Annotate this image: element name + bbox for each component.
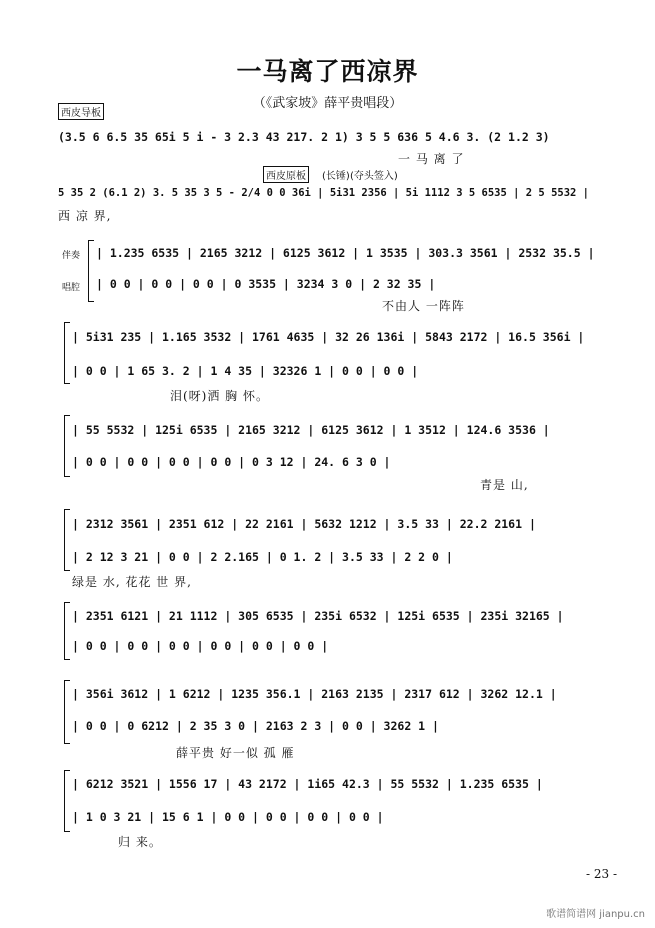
vocal-line: | 0 0 | 0 0 | 0 0 | 0 0 | 0 0 | 0 0 |: [72, 639, 329, 653]
lyrics-line: 绿是 水, 花花 世 界,: [72, 575, 192, 589]
page-number: - 23 -: [585, 867, 617, 881]
page-title: 一马离了西凉界: [236, 57, 419, 86]
changchui-label: (长锤): [322, 171, 350, 182]
acc-line: | 2351 6121 | 21 1112 | 305 6535 | 235i 6532 | 125i 6535 | 235i 32165 |: [72, 609, 564, 623]
acc-line: | 1.235 6535 | 2165 3212 | 6125 3612 | 1 3535 | 303.3 3561 | 2532 35.5 |: [96, 246, 595, 260]
acc-line: | 55 5532 | 125i 6535 | 2165 3212 | 6125 3612 | 1 3512 | 124.6 3536 |: [72, 423, 550, 437]
vocal-line: | 0 0 | 1 65 3. 2 | 1 4 35 | 32326 1 | 0 0 | 0 0 |: [72, 364, 419, 378]
watermark: 歌谱简谱网 jianpu.cn: [546, 909, 645, 920]
subtitle: （《武家坡》薛平贵唱段）: [252, 96, 403, 111]
intro-line-1: (3.5 6 6.5 35 65i 5 i - 3 2.3 43 217. 2 1) 3 5 5 636 5 4.6 3. (2 1.2 3): [58, 130, 550, 144]
intro-line-2: 5 35 2 (6.1 2) 3. 5 35 3 5 - 2/4 0 0 36i | 5i31 2356 | 5i 1112 3 5 6535 | 2 5 5532 |: [58, 187, 590, 199]
lyrics-line: 不由人 一阵阵: [382, 299, 465, 313]
vocal-part-label: 唱腔: [62, 283, 81, 293]
acc-part-label: 伴奏: [62, 251, 81, 261]
lyrics-line: 薛平贵 好一似 孤 雁: [176, 746, 295, 760]
acc-line: | 6212 3521 | 1556 17 | 43 2172 | 1i65 42.3 | 55 5532 | 1.235 6535 |: [72, 777, 543, 791]
acc-line: | 5i31 235 | 1.165 3532 | 1761 4635 | 32 26 136i | 5843 2172 | 16.5 356i |: [72, 330, 585, 344]
acc-line: | 356i 3612 | 1 6212 | 1235 356.1 | 2163 2135 | 2317 612 | 3262 12.1 |: [72, 687, 557, 701]
lyrics-line: 青是 山,: [480, 478, 529, 492]
vocal-line: | 1 0 3 21 | 15 6 1 | 0 0 | 0 0 | 0 0 | 0 0 |: [72, 810, 384, 824]
lyrics-line: 泪(呀)洒 胸 怀。: [170, 389, 269, 403]
intro-lyrics-1: 一 马 离 了: [398, 152, 465, 166]
yuanban-label: 西皮原板: [263, 166, 309, 183]
prelude-label: 西皮导板: [58, 103, 104, 120]
vocal-line: | 2 12 3 21 | 0 0 | 2 2.165 | 0 1. 2 | 3.5 33 | 2 2 0 |: [72, 550, 453, 564]
vocal-line: | 0 0 | 0 0 | 0 0 | 0 0 | 0 3 12 | 24. 6 3 0 |: [72, 455, 391, 469]
vocal-line: | 0 0 | 0 6212 | 2 35 3 0 | 2163 2 3 | 0 0 | 3262 1 |: [72, 719, 439, 733]
acc-line: | 2312 3561 | 2351 612 | 22 2161 | 5632 1212 | 3.5 33 | 22.2 2161 |: [72, 517, 536, 531]
intro-lyrics-2: 西 凉 界,: [58, 209, 112, 223]
vocal-line: | 0 0 | 0 0 | 0 0 | 0 3535 | 3234 3 0 | 2 32 35 |: [96, 277, 436, 291]
lyrics-line: 归 来。: [118, 835, 162, 849]
tou-ru-label: (夺头签入): [350, 171, 398, 182]
